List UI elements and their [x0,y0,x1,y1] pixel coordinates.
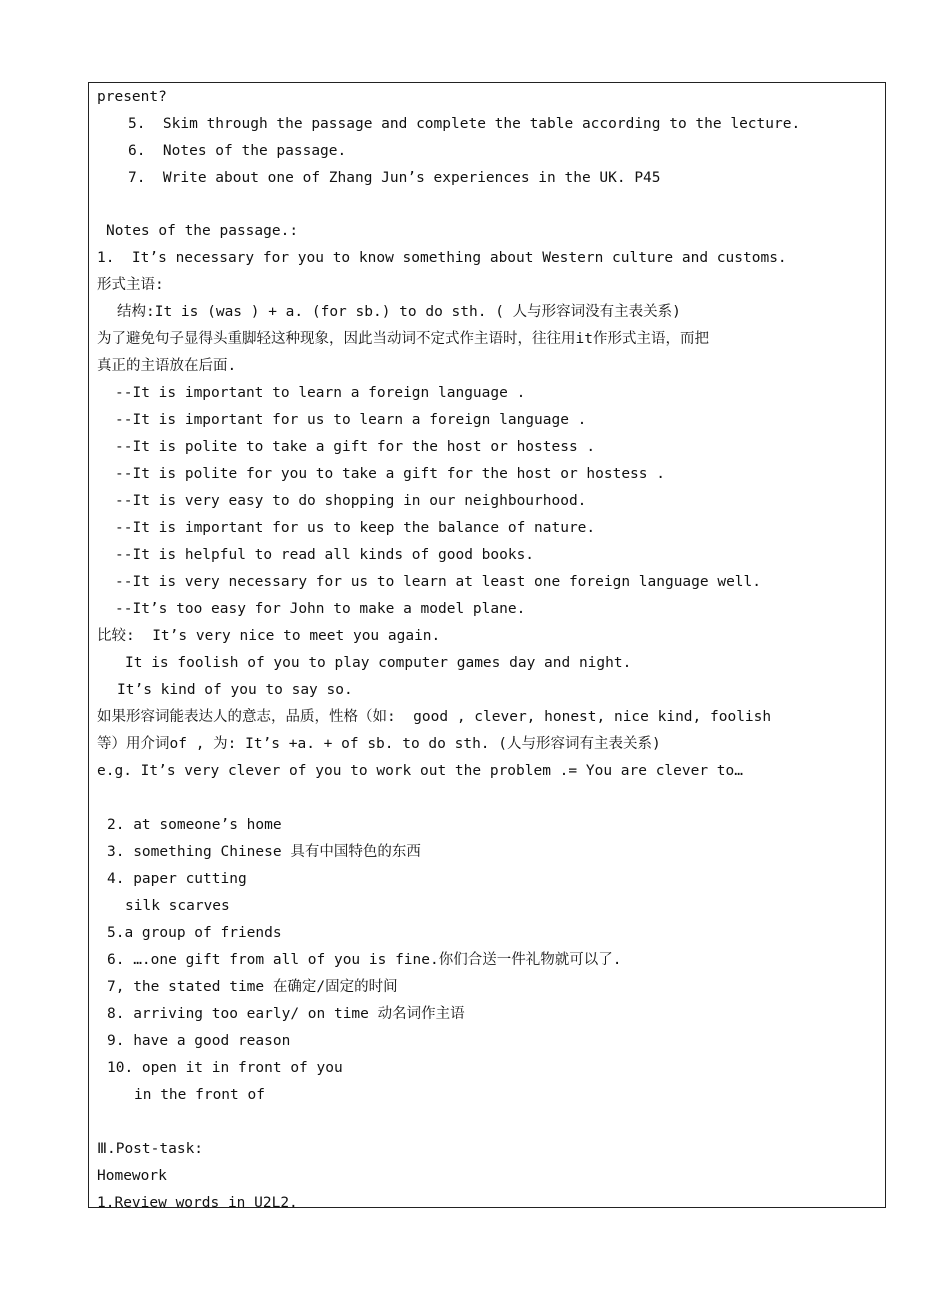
homework-heading: Homework [97,1168,167,1184]
task-item-5: 5. Skim through the passage and complete the table according to the lecture. [128,116,801,132]
phrase-item-10: 10. open it in front of you [107,1060,343,1076]
phrase-item-6: 6. ….one gift from all of you is fine.你们合送一件礼物就可以了. [107,952,622,968]
text-line-present: present? [97,89,167,105]
notes-heading: Notes of the passage.: [106,223,299,239]
phrase-item-2: 2. at someone’s home [107,817,282,833]
phrase-item-8: 8. arriving too early/ on time 动名词作主语 [107,1006,465,1022]
phrase-item-9: 9. have a good reason [107,1033,291,1049]
phrase-item-10-sub: in the front of [134,1087,265,1103]
comparison-example: It is foolish of you to play computer games day and night. [125,655,632,671]
example-sentence: --It is important for us to learn a foreign language . [115,412,587,428]
phrase-item-7: 7, the stated time 在确定/固定的时间 [107,979,398,995]
example-sentence: --It is important to learn a foreign language . [115,385,526,401]
example-sentence: --It is important for us to keep the balance of nature. [115,520,596,536]
example-sentence: --It is polite for you to take a gift for the host or hostess . [115,466,665,482]
formal-subject-label: 形式主语: [97,277,164,293]
explanation-line-1: 为了避免句子显得头重脚轻这种现象，因此当动词不定式作主语时，往往用it作形式主语，而把 [97,331,709,347]
post-task-heading: Ⅲ.Post-task: [97,1141,204,1157]
task-item-6: 6. Notes of the passage. [128,143,347,159]
example-sentence: --It is very necessary for us to learn at least one foreign language well. [115,574,762,590]
phrase-item-3: 3. something Chinese 具有中国特色的东西 [107,844,421,860]
rule-line-2: 等）用介词of , 为: It’s +a. + of sb. to do sth. (人与形容词有主表关系) [97,736,661,752]
example-eg: e.g. It’s very clever of you to work out the problem .= You are clever to… [97,763,744,779]
phrase-item-5: 5.a group of friends [107,925,282,941]
note-item-1: 1. It’s necessary for you to know something about Western culture and customs. [97,250,787,266]
explanation-line-2: 真正的主语放在后面. [97,358,237,374]
homework-item-1: 1.Review words in U2L2. [97,1195,298,1211]
task-item-7: 7. Write about one of Zhang Jun’s experiences in the UK. P45 [128,170,661,186]
structure-line: 结构:It is (was ) + a. (for sb.) to do sth. ( 人与形容词没有主表关系) [117,304,681,320]
rule-line-1: 如果形容词能表达人的意志，品质，性格（如: good , clever, honest, nice kind, foolish [97,709,772,725]
example-sentence: --It is polite to take a gift for the host or hostess . [115,439,596,455]
example-sentence: --It’s too easy for John to make a model plane. [115,601,526,617]
phrase-item-4: 4. paper cutting [107,871,247,887]
comparison-line: 比较: It’s very nice to meet you again. [97,628,441,644]
phrase-item-4-sub: silk scarves [125,898,230,914]
example-sentence: --It is helpful to read all kinds of good books. [115,547,535,563]
comparison-example: It’s kind of you to say so. [117,682,353,698]
example-sentence: --It is very easy to do shopping in our neighbourhood. [115,493,587,509]
